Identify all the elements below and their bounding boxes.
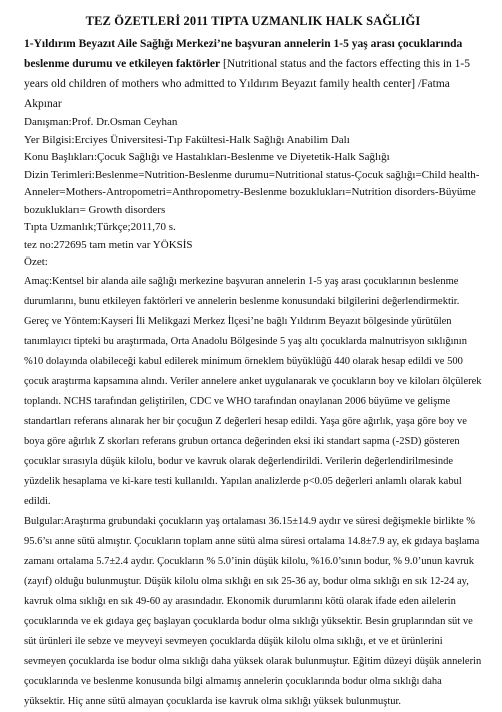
publication-info: Tıpta Uzmanlık;Türkçe;2011,70 s. (24, 221, 176, 233)
abstract-results: Bulgular:Araştırma grubundaki çocukların yaş ortalaması 36.15±14.9 aydır ve süresi değişmekle birlikte % 95.6’sı anne sütü almıştır. Çocukların toplam anne sütü alma süresi ortalama 14.8±7.9 ay, ek gıdaya başlama zamanı ortalama 5.7±2.4 aydır. Çocukların % 5.0’inin düşük kilolu, %16.0’sının bodur, % 9.0’unun kavruk (zayıf) olduğu bulunmuştur. Düşük kilolu olma sıklığı en sık 25-36 ay, bodur olma sıklığı en sık 12-24 ay, kavruk olma sıklığı en sık 49-60 ay arasındadır. Ekonomik durumlarını kötü olarak ifade eden ailelerin çocuklarında ve ek gıdaya geç başlayan çocuklarda bodur olma sıklığı yüksektir. Besin gruplarından süt ve süt ürünleri ile sebze ve meyveyi sevmeyen çocuklarda düşük kilolu olma sıklığı, et ve et ürünlerini sevmeyen çocuklarda ise bodur olma sıklığı daha yüksek olarak bulunmuştur. Eğitim düzeyi düşük annelerin çocuklarında ve beslenme konusunda bilgi almamış annelerin çocuklarında bodur olma sıklığı daha yüksektir. Hiç anne sütü almayan çocuklarda ise kavruk olma sıklığı yüksek bulunmuştur. (24, 515, 482, 707)
advisor: Danışman:Prof. Dr.Osman Ceyhan (24, 116, 178, 128)
abstract-aim: Amaç:Kentsel bir alanda aile sağlığı merkezine başvuran annelerin 1-5 yaş arası çocuklarının beslenme durumlarını, bunu etkileyen faktörleri ve annelerin beslenme konusundaki bilgilerini değerlendirmektir. (24, 275, 460, 307)
location-info: Yer Bilgisi:Erciyes Üniversitesi-Tıp Fakültesi-Halk Sağlığı Anabilim Dalı (24, 133, 350, 146)
summary-label: Özet: (24, 256, 48, 268)
thesis-title (24, 34, 482, 114)
page-title: TEZ ÖZETLERİ 2011 TIPTA UZMANLIK HALK SAĞLIĞI (85, 14, 421, 28)
index-terms: Dizin Terimleri:Beslenme=Nutrition-Beslenme durumu=Nutritional status-Çocuk sağlığı=Child health-Anneler=Mothers-Antropometri=Anthropometry-Beslenme bozuklukları=Nutrition disorders-Büyüme bozuklukları= Growth disorders (24, 168, 480, 216)
thesis-title-rest: [Nutritional status and the factors effecting this in 1-5 years old children of mothers who admitted to Yıldırım Beyazıt family health center] /Fatma Akpınar (24, 58, 470, 110)
abstract-methods: Gereç ve Yöntem:Kayseri İli Melikgazi Merkez İlçesi’ne bağlı Yıldırım Beyazıt bölgesinde yürütülen tanımlayıcı tipteki bu araştırmada, Orta Anadolu Bölgesinde 5 yaş altı çocuklarda malnutrisyon sıklığının %10 dolayında olabileceği kabul edilerek minimum örneklem büyüklüğü 440 olarak hesap edildi ve 500 çocuk araştırma kapsamına alındı. Veriler annelere anket uygulanarak ve çocukların boy ve kiloları ölçülerek toplandı. NCHS tarafından geliştirilen, CDC ve WHO tarafından onaylanan 2006 büyüme ve gelişme standartları referans alınarak her bir çocuğun Z değerleri hesap edildi. Yaşa göre ağırlık, yaşa göre boy ve boya göre ağırlık Z skorları referans grubun ortanca değerinden eksi iki standart sapma (-2SD) gösteren çocuklar sırasıyla düşük kilolu, bodur ve kavruk olarak değerlendirildi. Verilerin değerlendirilmesinde yüzdelik hesaplama ve ki-kare testi kullanıldı. Yapılan analizlerde p<0.05 değerleri anlamlı olarak kabul edildi. (24, 315, 482, 507)
thesis-title-bold: 1-Yıldırım Beyazıt Aile Sağlığı Merkezi’ne başvuran annelerin 1-5 yaş arası çocuklarında beslenme durumu ve etkileyen faktörler (24, 38, 463, 70)
subject-headings: Konu Başlıkları:Çocuk Sağlığı ve Hastalıkları-Beslenme ve Diyetetik-Halk Sağlığı (24, 151, 390, 163)
thesis-number: tez no:272695 tam metin var YÖKSİS (24, 238, 193, 251)
